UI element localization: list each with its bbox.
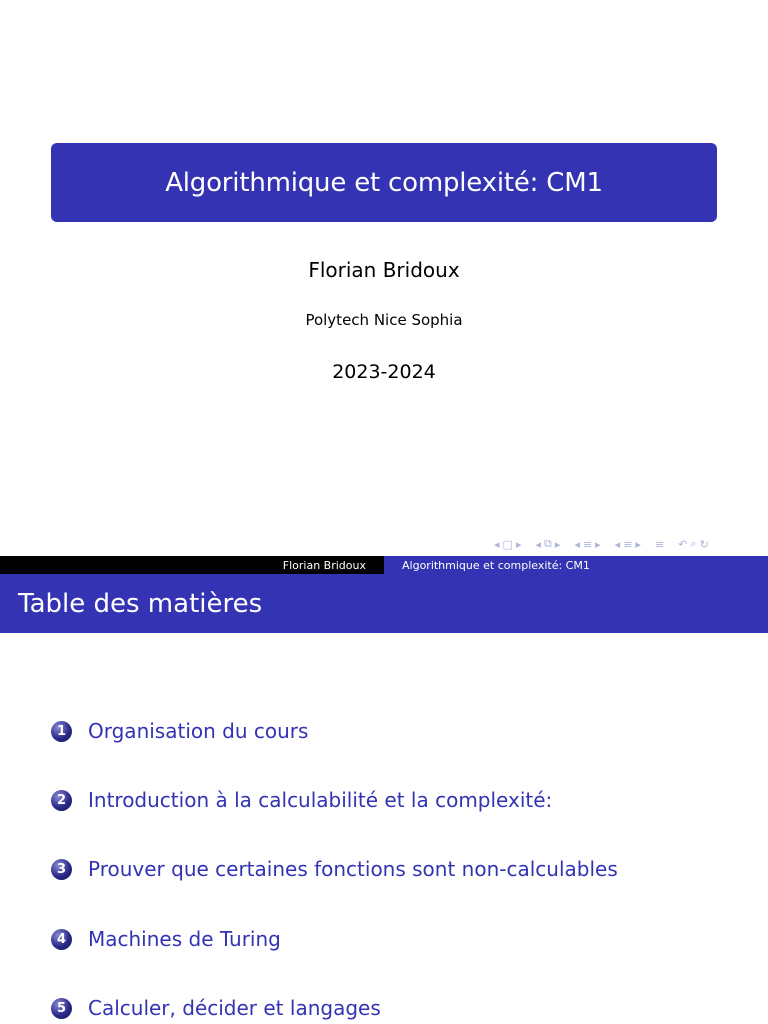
toc-item[interactable]	[51, 719, 308, 743]
frame-title: Table des matières	[0, 574, 768, 633]
nav-forward-icon[interactable]: ↻	[699, 537, 709, 551]
headline-author: Florian Bridoux	[0, 556, 384, 574]
title-banner	[51, 143, 717, 222]
presentation-title: Algorithmique et complexité: CM1	[165, 167, 603, 198]
nav-prev-section-icon[interactable]: ◂	[614, 537, 621, 551]
nav-frame-icon[interactable]: ⧉	[544, 537, 552, 550]
nav-next-slide-icon[interactable]: ▸	[515, 537, 522, 551]
toc-item[interactable]	[51, 788, 552, 812]
nav-section-icon[interactable]: ≡	[623, 537, 633, 551]
nav-prev-subsection-icon[interactable]: ◂	[574, 537, 580, 551]
presentation-date: 2023-2024	[332, 361, 436, 383]
nav-search-icon[interactable]: ⌕	[690, 537, 697, 550]
toc-number-ball: 3	[51, 859, 72, 880]
toc-slide	[0, 556, 768, 1024]
toc-item-label[interactable]: Machines de Turing	[88, 927, 281, 951]
toc-item-label[interactable]: Introduction à la calculabilité et la complexité:	[88, 788, 553, 812]
toc-item[interactable]	[51, 996, 381, 1020]
toc-item-label[interactable]: Organisation du cours	[88, 719, 309, 743]
slide-headline	[0, 556, 768, 574]
author-name: Florian Bridoux	[308, 258, 460, 282]
nav-back-icon[interactable]: ↶	[678, 537, 688, 551]
toc-number-ball: 2	[51, 790, 72, 811]
toc-item[interactable]	[51, 927, 281, 951]
toc-number-ball: 5	[51, 998, 72, 1019]
nav-next-frame-icon[interactable]: ▸	[554, 537, 561, 551]
nav-next-section-icon[interactable]: ▸	[635, 537, 641, 551]
beamer-navigation-bar	[494, 536, 709, 552]
nav-subsection-icon[interactable]: ≡	[582, 537, 593, 551]
toc-item-label[interactable]: Calculer, décider et langages	[88, 996, 381, 1020]
institute-name: Polytech Nice Sophia	[305, 311, 463, 329]
toc-number-ball: 1	[51, 721, 72, 742]
nav-document-icon[interactable]: ≡	[654, 537, 665, 551]
headline-title: Algorithmique et complexité: CM1	[384, 556, 768, 574]
nav-prev-frame-icon[interactable]: ◂	[535, 537, 541, 551]
toc-item[interactable]	[51, 857, 618, 881]
toc-item-label[interactable]: Prouver que certaines fonctions sont non-calculables	[88, 857, 618, 881]
nav-slide-icon[interactable]: □	[502, 537, 513, 551]
toc-number-ball: 4	[51, 929, 72, 950]
nav-next-subsection-icon[interactable]: ▸	[595, 537, 601, 551]
nav-prev-slide-icon[interactable]: ◂	[494, 537, 500, 551]
